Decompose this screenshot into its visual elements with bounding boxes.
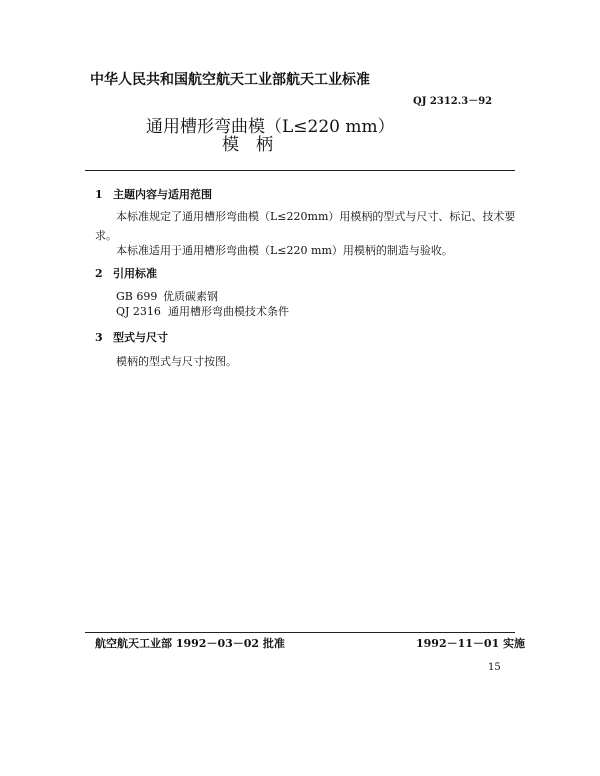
paragraph: 本标准适用于通用槽形弯曲模（L≤220 mm）用模柄的制造与验收。 [116,244,453,257]
section-2-title: 引用标准 [113,267,157,280]
title-line-2: 模 柄 [222,135,273,155]
page-number: 15 [488,662,501,673]
issuing-org: 中华人民共和国航空航天工业部航天工业标准 [90,72,370,88]
section-3-number: 3 [95,331,103,344]
section-1-number: 1 [95,188,103,201]
header-rule [85,170,515,171]
paragraph: 本标准规定了通用槽形弯曲模（L≤220mm）用模柄的型式与尺寸、标记、技术要 [116,210,516,223]
paragraph: 求。 [95,229,117,242]
ref-name: 通用槽形弯曲模技术条件 [168,305,289,318]
ref-code: QJ 2316 [116,305,161,318]
section-3-title: 型式与尺寸 [113,331,168,344]
section-1-title: 主题内容与适用范围 [113,188,212,201]
approval-date: 航空航天工业部 1992－03－02 批准 [95,637,285,650]
section-2-number: 2 [95,267,103,280]
effective-date: 1992－11－01 实施 [416,637,526,650]
ref-name: 优质碳素钢 [163,290,218,303]
footer-rule [85,632,515,633]
paragraph: 模柄的型式与尺寸按图。 [116,355,237,368]
ref-code: GB 699 [116,290,158,303]
standard-code: QJ 2312.3－92 [413,96,493,107]
title-line-1: 通用槽形弯曲模（L≤220 mm） [146,117,395,137]
